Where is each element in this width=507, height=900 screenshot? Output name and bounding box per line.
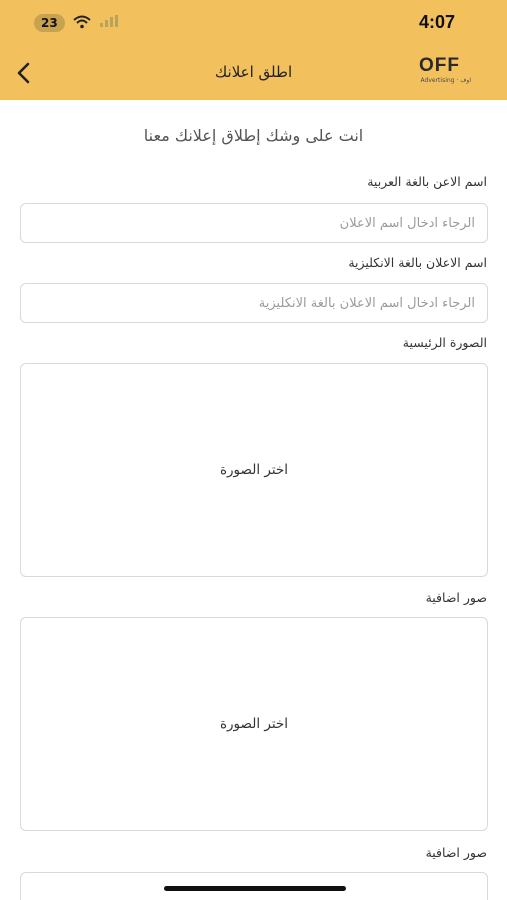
additional-images-label-2: صور اضافية	[425, 845, 487, 860]
main-image-button-label: اختر الصورة	[219, 462, 289, 478]
additional-image-picker[interactable]	[20, 617, 488, 831]
home-indicator	[164, 886, 346, 891]
additional-images-label: صور اضافية	[425, 590, 487, 605]
main-image-picker[interactable]	[20, 363, 488, 577]
arabic-name-input[interactable]	[21, 204, 487, 242]
app-logo	[419, 56, 471, 92]
arabic-name-field[interactable]	[20, 203, 488, 243]
navigation-header	[0, 50, 507, 98]
additional-image-button-label: اختر الصورة	[219, 716, 289, 732]
main-image-label: الصورة الرئيسية	[402, 335, 487, 350]
english-name-field[interactable]	[20, 283, 488, 323]
english-name-input[interactable]	[21, 284, 487, 322]
intro-text: انت على وشك إطلاق إعلانك معنا	[143, 126, 364, 145]
english-name-label: اسم الاعلان بالغة الانكليزية	[348, 255, 487, 270]
logo-subtext: Advertising · اوف	[420, 77, 471, 84]
status-bar	[0, 12, 507, 38]
signal-icon	[99, 15, 121, 31]
battery-indicator: 23	[34, 14, 65, 32]
arabic-name-label: اسم الاعن بالغة العربية	[367, 174, 487, 189]
wifi-icon	[73, 15, 91, 32]
page-title: اطلق اعلانك	[214, 63, 293, 81]
status-time: 4:07	[418, 12, 455, 32]
app-header-bar	[0, 0, 507, 100]
logo-text: OFF	[419, 55, 460, 76]
